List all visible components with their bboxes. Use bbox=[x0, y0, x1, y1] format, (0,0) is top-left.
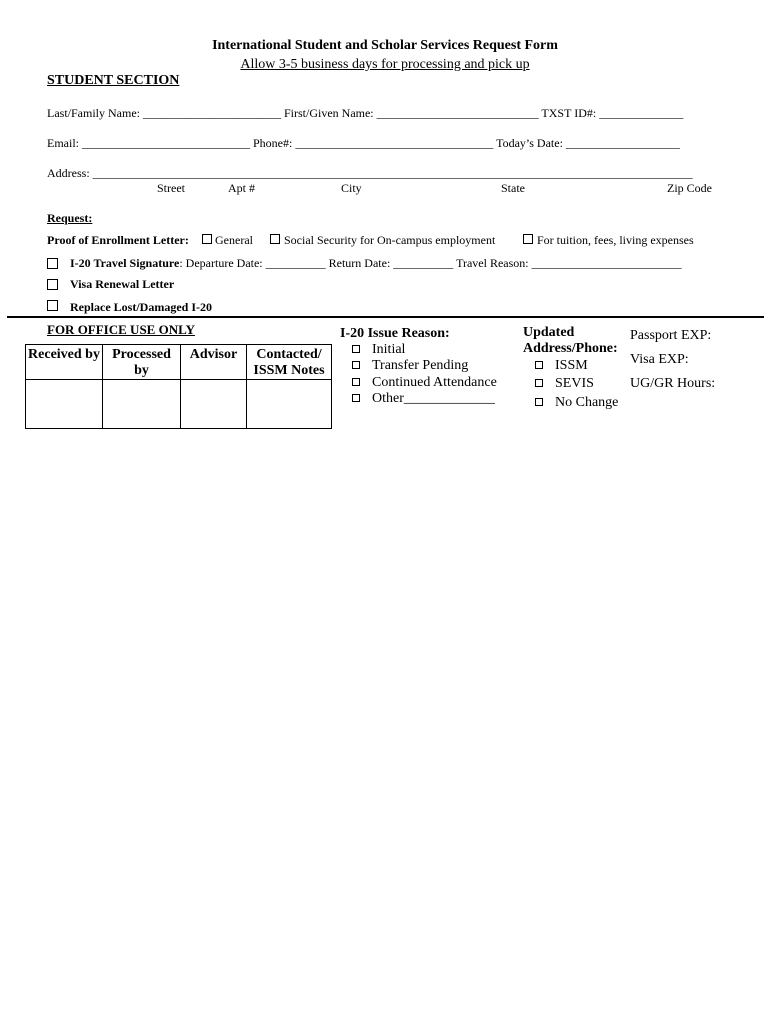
email-phone-date-line[interactable]: Email: ____________________________ Phone#: _________________________________ Today’s Date: ___________________ bbox=[47, 136, 680, 150]
contacted-issm-notes-header: Contacted/ ISSM Notes bbox=[247, 345, 332, 380]
enrollment-social-security-label: Social Security for On-campus employment bbox=[284, 233, 496, 247]
updated-sevis[interactable] bbox=[535, 376, 594, 392]
name-id-fields-line[interactable]: Last/Family Name: _______________________ First/Given Name: ___________________________ TXST ID#: ______________ bbox=[47, 106, 684, 120]
received-by-cell[interactable] bbox=[26, 380, 103, 429]
issue-reason-initial-label: Initial bbox=[372, 342, 406, 357]
issue-reason-transfer-label: Transfer Pending bbox=[372, 358, 469, 373]
issue-reason-initial[interactable] bbox=[352, 342, 405, 358]
updated-sevis-checkbox[interactable] bbox=[535, 379, 543, 387]
issue-reason-continued[interactable] bbox=[352, 375, 497, 391]
passport-exp-label: Passport EXP: bbox=[630, 328, 712, 343]
processed-by-header: Processed by bbox=[103, 345, 181, 380]
received-by-header: Received by bbox=[26, 345, 103, 380]
updated-no-change[interactable] bbox=[535, 395, 618, 411]
enrollment-general-checkbox[interactable] bbox=[202, 234, 212, 244]
form-title: International Student and Scholar Services Request Form bbox=[212, 38, 558, 53]
updated-heading: Updated bbox=[523, 325, 575, 340]
contacted-issm-notes-cell[interactable] bbox=[247, 380, 332, 429]
i20-travel-row[interactable] bbox=[70, 256, 682, 271]
issue-reason-other-checkbox[interactable] bbox=[352, 394, 360, 402]
address-state-label: State bbox=[501, 181, 525, 195]
section-divider bbox=[7, 316, 764, 318]
address-street-label: Street bbox=[157, 181, 185, 195]
issue-reason-transfer[interactable] bbox=[352, 358, 468, 374]
advisor-cell[interactable] bbox=[181, 380, 247, 429]
replace-i20-label: Replace Lost/Damaged I-20 bbox=[70, 300, 212, 314]
issue-reason-initial-checkbox[interactable] bbox=[352, 345, 360, 353]
updated-issm[interactable] bbox=[535, 358, 588, 374]
replace-i20-checkbox[interactable] bbox=[47, 300, 58, 311]
issue-reason-other-label: Other_____________ bbox=[372, 391, 495, 406]
updated-no-change-label: No Change bbox=[555, 395, 619, 410]
advisor-header: Advisor bbox=[181, 345, 247, 380]
i20-travel-label: I-20 Travel Signature bbox=[70, 256, 180, 270]
enrollment-tuition-label: For tuition, fees, living expenses bbox=[537, 233, 694, 247]
office-use-heading: FOR OFFICE USE ONLY bbox=[47, 322, 195, 337]
issue-reason-other[interactable] bbox=[352, 391, 495, 407]
updated-sevis-label: SEVIS bbox=[555, 376, 594, 391]
visa-exp-label: Visa EXP: bbox=[630, 352, 689, 367]
ug-gr-hours-label: UG/GR Hours: bbox=[630, 376, 716, 391]
enrollment-letter-row bbox=[47, 233, 189, 248]
address-city-label: City bbox=[341, 181, 362, 195]
enrollment-social-security-checkbox[interactable] bbox=[270, 234, 280, 244]
request-heading: Request: bbox=[47, 211, 93, 225]
visa-renewal-label: Visa Renewal Letter bbox=[70, 277, 175, 291]
issue-reason-continued-label: Continued Attendance bbox=[372, 375, 497, 390]
updated-issm-checkbox[interactable] bbox=[535, 361, 543, 369]
i20-travel-fields[interactable]: : Departure Date: __________ Return Date: __________ Travel Reason: _________________________ bbox=[179, 256, 682, 270]
enrollment-tuition-checkbox[interactable] bbox=[523, 234, 533, 244]
form-subtitle: Allow 3-5 business days for processing and pick up bbox=[240, 57, 530, 72]
address-apt-label: Apt # bbox=[228, 181, 255, 195]
updated-no-change-checkbox[interactable] bbox=[535, 398, 543, 406]
issue-reason-transfer-checkbox[interactable] bbox=[352, 361, 360, 369]
address-phone-heading: Address/Phone: bbox=[523, 341, 618, 356]
student-section-heading: STUDENT SECTION bbox=[47, 73, 180, 88]
visa-renewal-checkbox[interactable] bbox=[47, 279, 58, 290]
enrollment-letter-label: Proof of Enrollment Letter: bbox=[47, 233, 189, 247]
address-line[interactable]: Address: ____________________________________________________________________________________________________ bbox=[47, 166, 693, 180]
enrollment-general-label: General bbox=[215, 233, 253, 247]
processed-by-cell[interactable] bbox=[103, 380, 181, 429]
issue-reason-continued-checkbox[interactable] bbox=[352, 378, 360, 386]
office-use-table bbox=[25, 344, 332, 429]
i20-travel-checkbox[interactable] bbox=[47, 258, 58, 269]
updated-issm-label: ISSM bbox=[555, 358, 588, 373]
address-zip-label: Zip Code bbox=[667, 181, 712, 195]
i20-issue-reason-heading: I-20 Issue Reason: bbox=[340, 326, 450, 341]
